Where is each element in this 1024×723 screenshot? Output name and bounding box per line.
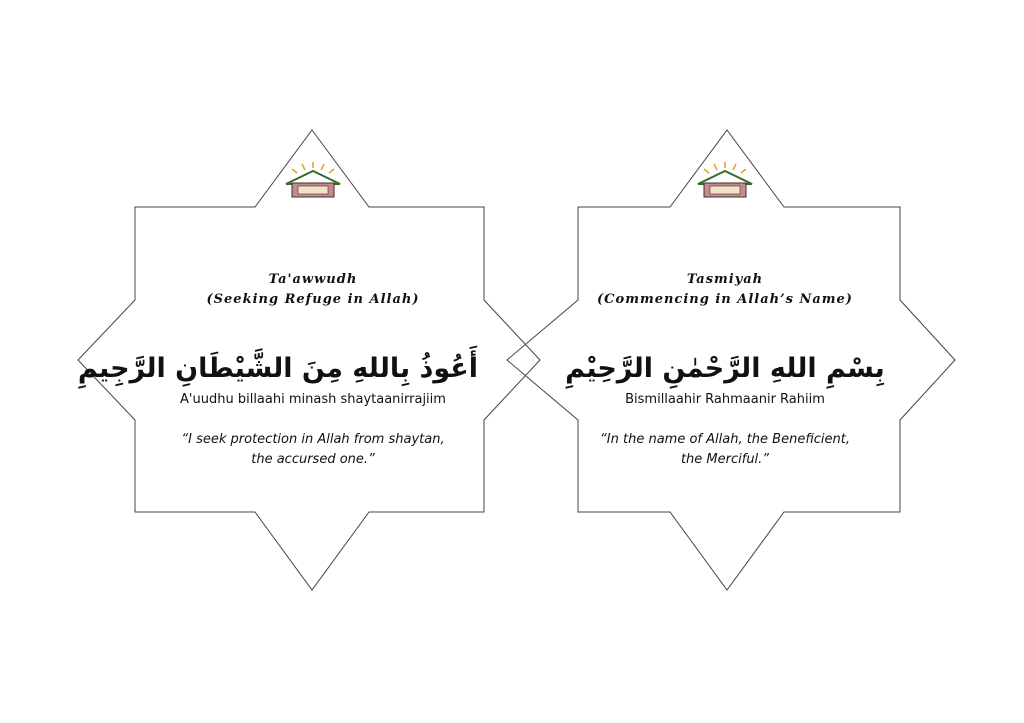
translation-line: “In the name of Allah, the Beneficient,: [600, 432, 850, 447]
house-logo-icon: [278, 160, 348, 200]
taawwudh-card: [77, 160, 478, 470]
card-title-subtitle: (Commencing in Allah’s Name): [597, 292, 853, 307]
arabic-text: أَعُوذُ بِاللهِ مِنَ الشَّيْطَانِ الرَّجِيمِ: [77, 353, 478, 384]
tasmiyah-card: [560, 160, 890, 470]
transliteration: A'uudhu billaahi minash shaytaanirrajiim: [180, 392, 446, 407]
translation: [148, 430, 478, 470]
transliteration: Bismillaahir Rahmaanir Rahiim: [625, 392, 825, 407]
card-title: [560, 270, 890, 310]
card-title-name: Ta'awwudh: [268, 272, 358, 287]
translation-line: the accursed one.”: [251, 452, 375, 467]
card-title-subtitle: (Seeking Refuge in Allah): [206, 292, 420, 307]
card-title: [148, 270, 478, 310]
translation-line: the Merciful.”: [680, 452, 770, 467]
house-logo-icon: [690, 160, 760, 200]
arabic-text: بِسْمِ اللهِ الرَّحْمٰنِ الرَّحِيْمِ: [565, 353, 885, 384]
card-title-name: Tasmiyah: [686, 272, 764, 287]
translation-line: “I seek protection in Allah from shaytan,: [181, 432, 445, 447]
translation: [560, 430, 890, 470]
